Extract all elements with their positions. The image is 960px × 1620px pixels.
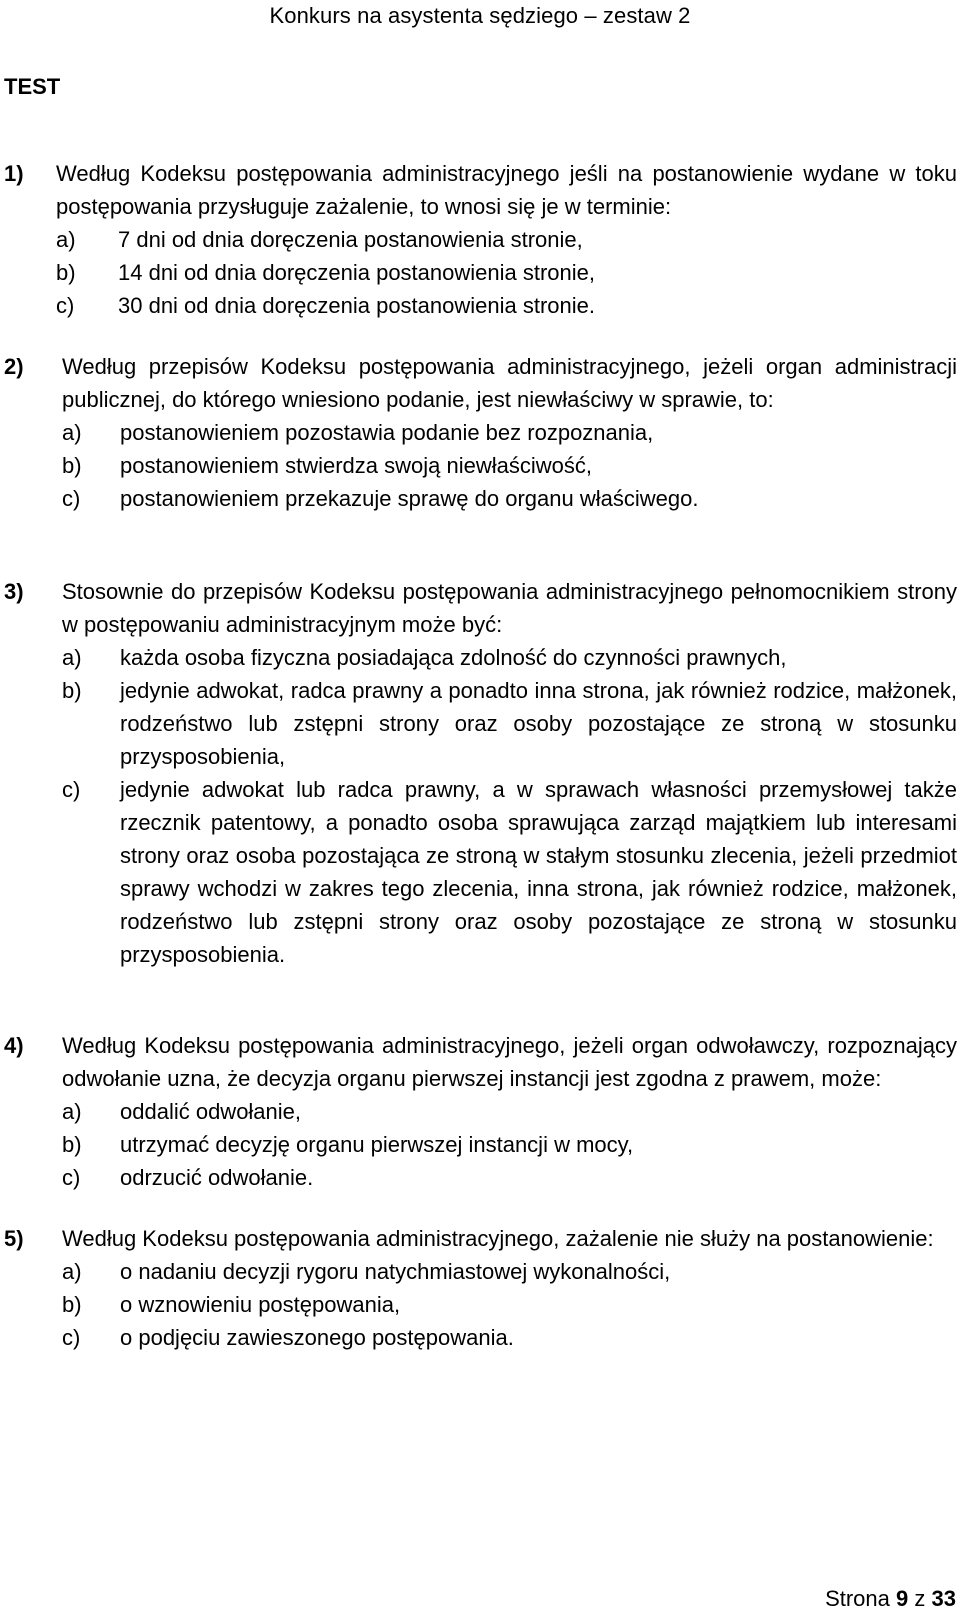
question-stem: [4, 1222, 957, 1255]
answer-letter: a): [56, 227, 76, 252]
current-page-number: 9: [896, 1586, 909, 1611]
answer-letter: b): [62, 1132, 82, 1157]
question-text: Według przepisów Kodeksu postępowania administracyjnego, jeżeli organ administracji publicznej, do którego wniesiono podanie, jest niewłaściwy w sprawie, to:: [62, 354, 957, 412]
question-stem: [4, 350, 957, 416]
question-5: [4, 1222, 957, 1354]
question-stem: [4, 1029, 957, 1095]
answer-c: [62, 482, 957, 515]
answer-letter: a): [62, 1099, 82, 1124]
answer-a: [62, 1095, 957, 1128]
answer-a: [62, 1255, 957, 1288]
answer-letter: a): [62, 1259, 82, 1284]
answer-letter: c): [56, 293, 75, 318]
answer-letter: b): [56, 260, 76, 285]
answer-a: [62, 641, 957, 674]
question-stem: [4, 575, 957, 641]
footer-of: z: [914, 1586, 926, 1611]
question-number: 5): [4, 1226, 24, 1251]
answer-letter: c): [62, 1165, 81, 1190]
answer-letter: a): [62, 420, 82, 445]
answer-text: postanowieniem stwierdza swoją niewłaściwość,: [120, 453, 592, 478]
answer-text: każda osoba fizyczna posiadająca zdolność do czynności prawnych,: [120, 645, 787, 670]
answer-letter: b): [62, 678, 82, 703]
answer-text: utrzymać decyzję organu pierwszej instancji w mocy,: [120, 1132, 634, 1157]
answer-list: [4, 416, 957, 515]
footer-label: Strona: [825, 1586, 890, 1611]
answer-text: 14 dni od dnia doręczenia postanowienia stronie,: [118, 260, 595, 285]
answer-letter: a): [62, 645, 82, 670]
question-text: Według Kodeksu postępowania administracyjnego, zażalenie nie służy na postanowienie:: [62, 1226, 934, 1251]
total-page-count: 33: [931, 1586, 956, 1611]
question-number: 3): [4, 579, 24, 604]
question-number: 2): [4, 354, 24, 379]
answer-text: jedynie adwokat, radca prawny a ponadto inna strona, jak również rodzice, małżonek, rodzeństwo lub zstępni strony oraz osoby pozostające ze stroną w stosunku przysposobienia,: [120, 678, 957, 769]
answer-a: [62, 416, 957, 449]
page-footer: [825, 1586, 956, 1612]
question-4: [4, 1029, 957, 1194]
answer-letter: c): [62, 777, 81, 802]
question-text: Według Kodeksu postępowania administracyjnego jeśli na postanowienie wydane w toku postępowania przysługuje zażalenie, to wnosi się je w terminie:: [56, 161, 957, 219]
answer-text: 7 dni od dnia doręczenia postanowienia stronie,: [118, 227, 583, 252]
question-number: 1): [4, 161, 24, 186]
answer-text: o nadaniu decyzji rygoru natychmiastowej wykonalności,: [120, 1259, 671, 1284]
answer-b: [62, 1128, 957, 1161]
answer-text: oddalić odwołanie,: [120, 1099, 302, 1124]
answer-text: postanowieniem przekazuje sprawę do organu właściwego.: [120, 486, 699, 511]
question-2: [4, 350, 957, 515]
answer-list: [4, 641, 957, 971]
answer-letter: b): [62, 1292, 82, 1317]
page-header: Konkurs na asystenta sędziego – zestaw 2: [269, 3, 691, 28]
answer-list: [4, 1255, 957, 1354]
answer-b: [62, 1288, 957, 1321]
answer-letter: b): [62, 453, 82, 478]
question-number: 4): [4, 1033, 24, 1058]
answer-text: odrzucić odwołanie.: [120, 1165, 314, 1190]
answer-text: o wznowieniu postępowania,: [120, 1292, 401, 1317]
answer-c: [62, 1161, 957, 1194]
question-text: Stosownie do przepisów Kodeksu postępowania administracyjnego pełnomocnikiem strony w postępowaniu administracyjnym może być:: [62, 579, 957, 637]
answer-text: 30 dni od dnia doręczenia postanowienia stronie.: [118, 293, 595, 318]
answer-b: [62, 449, 957, 482]
answer-letter: c): [62, 486, 81, 511]
answer-letter: c): [62, 1325, 81, 1350]
answer-text: o podjęciu zawieszonego postępowania.: [120, 1325, 514, 1350]
question-1: [4, 157, 957, 322]
answer-text: postanowieniem pozostawia podanie bez rozpoznania,: [120, 420, 654, 445]
answer-a: [56, 223, 957, 256]
answer-list: [4, 1095, 957, 1194]
section-title: TEST: [4, 74, 61, 99]
answer-c: [62, 1321, 957, 1354]
answer-c: [56, 289, 957, 322]
answer-b: [62, 674, 957, 773]
question-stem: [4, 157, 957, 223]
answer-text: jedynie adwokat lub radca prawny, a w sprawach własności przemysłowej także rzecznik patentowy, a ponadto osoba sprawująca zarząd majątkiem lub interesami strony oraz osoba pozostająca ze stroną w stałym stosunku zlecenia, jeżeli przedmiot sprawy wchodzi w zakres tego zlecenia, inna strona, jak również rodzice, małżonek, rodzeństwo lub zstępni strony oraz osoby pozostające ze stroną w stosunku przysposobienia.: [120, 777, 957, 967]
question-3: [4, 575, 957, 971]
answer-c: [62, 773, 957, 971]
answer-list: [4, 223, 957, 322]
answer-b: [56, 256, 957, 289]
question-text: Według Kodeksu postępowania administracyjnego, jeżeli organ odwoławczy, rozpoznający odwołanie uzna, że decyzja organu pierwszej instancji jest zgodna z prawem, może:: [62, 1033, 957, 1091]
